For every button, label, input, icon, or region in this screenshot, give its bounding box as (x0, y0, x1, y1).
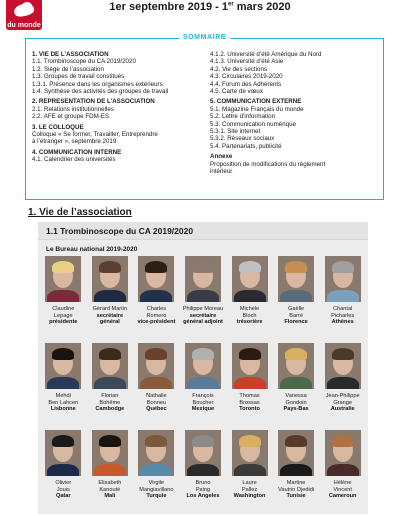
portrait-name-line: Romero (146, 312, 167, 319)
portrait-hair-shape (145, 261, 167, 273)
portrait-card (229, 430, 271, 516)
portrait-role-line: Mexique (191, 406, 215, 413)
toc-heading: 4. COMMUNICATION INTERNE (32, 148, 122, 156)
portrait-hair-shape (52, 348, 74, 360)
portrait-role-line: général (99, 319, 120, 326)
portrait-hair-shape (239, 348, 261, 360)
bureau-title: Le Bureau national 2019-2020 (46, 246, 138, 253)
portrait-hair-shape (99, 261, 121, 273)
portrait-name-line: Vanessa (285, 393, 307, 399)
toc-heading: Annexe (210, 153, 233, 161)
portrait-name (182, 306, 224, 313)
portrait-name-line: François (192, 393, 214, 399)
portrait-body-shape (280, 464, 312, 476)
portrait-card (275, 256, 317, 343)
portrait-name-line: Lepage (53, 312, 73, 319)
trombinoscope-header (38, 222, 368, 240)
portrait-body-shape (140, 464, 172, 476)
portrait-role (89, 493, 131, 500)
portrait-photo (232, 343, 268, 389)
logo-text: du monde (7, 22, 41, 29)
portrait-card (229, 256, 271, 343)
toc-item: 1.1. Trombinoscope du CA 2019/2020 (32, 58, 136, 66)
portrait-role-line: présidente (49, 319, 78, 326)
portrait-photo (232, 430, 268, 476)
portrait-name (135, 393, 177, 406)
portrait-role-line: Australie (330, 406, 355, 413)
trombinoscope-panel (38, 222, 368, 514)
portrait-role (135, 319, 177, 326)
portrait-photo (92, 343, 128, 389)
portrait-photo (45, 256, 81, 302)
portrait-hair-shape (145, 435, 167, 447)
portrait-role-line: Florence (284, 319, 308, 326)
portrait-photo (138, 256, 174, 302)
portrait-photo (325, 430, 361, 476)
portrait-hair-shape (192, 435, 214, 447)
portrait-body-shape (280, 377, 312, 389)
portrait-role-line: Lisbonne (50, 406, 76, 413)
toc-item: 2.1. Relations institutionnelles (32, 105, 114, 113)
portrait-card (89, 256, 131, 343)
portrait-hair-shape (239, 261, 261, 273)
portrait-role (275, 406, 317, 413)
portrait-photo (232, 256, 268, 302)
portrait-photo (45, 343, 81, 389)
portrait-role (182, 493, 224, 500)
portrait-role (42, 493, 84, 500)
portrait-name-line: Martine (286, 480, 306, 486)
portrait-card (322, 343, 364, 430)
portrait-role-line: Québec (146, 406, 167, 413)
portrait-name (182, 393, 224, 406)
portrait-name-line: Michèle (239, 306, 260, 312)
portrait-name-line: Bonneu (146, 399, 167, 406)
portrait-role (182, 313, 224, 326)
toc-heading: 2. REPRESENTATION DE L’ASSOCIATION (32, 98, 155, 106)
portrait-card (275, 343, 317, 430)
toc-item: Colloque « Se former, Travailler, Entreprendre (32, 131, 158, 139)
portrait-name-line: Olivier (55, 480, 72, 486)
portrait-name-line: Brossas (239, 399, 260, 406)
sommaire-box (25, 34, 384, 200)
portrait-role-line: vice-président (137, 319, 176, 326)
portrait-photo (92, 430, 128, 476)
portrait-card (135, 256, 177, 343)
portrait-role-line: Mali (104, 493, 116, 500)
portrait-body-shape (140, 290, 172, 302)
toc-left-column (32, 51, 212, 164)
portrait-hair-shape (99, 435, 121, 447)
portrait-role-line: Qatar (55, 493, 71, 500)
portrait-card (135, 430, 177, 516)
portrait-name-line: Virgile (148, 480, 165, 486)
portrait-role (229, 406, 271, 413)
portrait-name-line: Philippe Moreau (182, 306, 224, 312)
portrait-photo (185, 256, 221, 302)
portrait-name-line: Chantal (333, 306, 353, 312)
portrait-hair-shape (99, 348, 121, 360)
toc-item: 5.3.1. Site internet (210, 128, 261, 136)
toc-item: 2.2. AFE et groupe FDM-ES (32, 113, 110, 121)
date-title-prefix: 1er septembre 2019 - 1 (109, 1, 229, 13)
portrait-role-line: Cambodge (95, 406, 125, 413)
portrait-role-line: Turquie (146, 493, 167, 500)
portrait-name-line: Charles (146, 306, 167, 312)
portrait-body-shape (187, 464, 219, 476)
toc-heading: 3. LE COLLOQUE (32, 123, 84, 131)
portrait-name-line: Kanouté (99, 486, 121, 493)
portrait-role-line: Toronto (239, 406, 260, 413)
toc-item: 4.5. Carte de vœux (210, 88, 263, 96)
date-title-suffix: mars 2020 (233, 1, 291, 13)
portrait-role-line: Cameroun (328, 493, 357, 500)
portrait-hair-shape (239, 435, 261, 447)
portrait-card (89, 343, 131, 430)
portrait-name-line: Grange (333, 399, 352, 406)
portrait-name-line: Bruno (195, 480, 211, 486)
portrait-card (42, 256, 84, 343)
portrait-name-line: Mehdi (55, 393, 71, 399)
portrait-photo (45, 430, 81, 476)
portrait-role (42, 406, 84, 413)
portrait-name-line: Boucher (192, 399, 214, 406)
date-title-sup: er (228, 1, 234, 8)
portrait-card (182, 256, 224, 343)
portrait-name-line: Bloch (242, 312, 257, 319)
toc-item: 4.3. Circulaires 2019-2020 (210, 73, 283, 81)
portrait-name-line: Elisabeth (98, 480, 122, 486)
toc-heading: 5. COMMUNICATION EXTERNE (210, 98, 302, 106)
portrait-role (182, 406, 224, 413)
portrait-role (322, 319, 364, 326)
portrait-body-shape (94, 290, 126, 302)
portrait-body-shape (47, 377, 79, 389)
portrait-role (322, 406, 364, 413)
portrait-card (42, 430, 84, 516)
portrait-hair-shape (192, 348, 214, 360)
portrait-role (229, 493, 271, 500)
toc-item: 1.2. Siège de l’association (32, 65, 104, 73)
portrait-body-shape (234, 377, 266, 389)
portrait-name-line: Bohême (99, 399, 121, 406)
portrait-name-line: Mangiavillano (139, 486, 174, 493)
portrait-hair-shape (285, 435, 307, 447)
portrait-name (89, 306, 131, 313)
portrait-name-line: Barré (289, 312, 303, 319)
trombinoscope-title: 1.1 Trombinoscope du CA 2019/2020 (46, 226, 194, 236)
toc-item: 4.1.3. Université d’été Asie (210, 58, 284, 66)
portrait-card (275, 430, 317, 516)
portrait-body-shape (94, 377, 126, 389)
toc-item: 1.4. Synthèse des activités des groupes de travail (32, 88, 169, 96)
portrait-name-line: Gaëlle (288, 306, 305, 312)
portrait-name-line: Gondoin (285, 399, 307, 406)
portrait-role (135, 493, 177, 500)
portrait-photo (185, 343, 221, 389)
portrait-name-line: Ben Lahcen (48, 399, 79, 406)
portrait-row (40, 256, 366, 343)
portrait-role-line: Pays-Bas (283, 406, 309, 413)
portrait-row (40, 343, 366, 430)
date-title (0, 1, 400, 13)
portrait-name (89, 393, 131, 406)
portrait-card (229, 343, 271, 430)
portrait-body-shape (140, 377, 172, 389)
portrait-name (229, 393, 271, 406)
toc-heading: 1. VIE DE L’ASSOCIATION (32, 51, 109, 58)
portrait-photo (138, 430, 174, 476)
portrait-hair-shape (332, 348, 354, 360)
portrait-name (275, 393, 317, 406)
portrait-hair-shape (332, 435, 354, 447)
portrait-photo (325, 343, 361, 389)
toc-item: Proposition de modifications du règlement (210, 160, 326, 168)
portrait-card (135, 343, 177, 430)
portrait-hair-shape (332, 261, 354, 273)
portrait-name (182, 480, 224, 493)
portrait-name-line: Vautrin Djedidi (278, 486, 315, 493)
portrait-role-line: Tunisie (286, 493, 306, 500)
toc-item: 5.2. Lettre d’information (210, 113, 276, 121)
portrait-name-line: Jouis (56, 486, 70, 493)
portrait-body-shape (234, 290, 266, 302)
toc-item: intérieur (210, 168, 233, 176)
portrait-role (89, 313, 131, 326)
portrait-name-line: Thomas (239, 393, 260, 399)
portrait-name-line: Gérard Martin (92, 306, 128, 312)
toc-item: 5.3.2. Réseaux sociaux (210, 135, 275, 143)
portrait-role (322, 493, 364, 500)
portrait-name (89, 480, 131, 493)
portrait-role (275, 319, 317, 326)
portrait-role-line: Washington (233, 493, 266, 500)
section-title: 1. Vie de l’association (28, 207, 132, 218)
portrait-photo (138, 343, 174, 389)
toc-right-column (210, 51, 380, 176)
portrait-name-line: Claudine (52, 306, 75, 312)
portrait-name (42, 306, 84, 319)
portrait-body-shape (234, 464, 266, 476)
portrait-photo (278, 343, 314, 389)
portrait-name (229, 480, 271, 493)
portrait-row (40, 430, 366, 516)
portrait-name-line: Paing (195, 486, 211, 493)
portrait-card (182, 430, 224, 516)
portrait-role-line: secrétaire (189, 312, 217, 319)
portrait-hair-shape (192, 261, 214, 273)
portrait-name (322, 480, 364, 493)
portrait-card (89, 430, 131, 516)
portrait-body-shape (94, 464, 126, 476)
portrait-photo (325, 256, 361, 302)
portrait-name (135, 306, 177, 319)
toc-item: 4.2. Vie des sections (210, 65, 267, 73)
toc-item: à l’étranger », septembre 2019 (32, 138, 117, 146)
sommaire-title: SOMMAIRE (179, 34, 230, 41)
portrait-name-line: Vincent (333, 486, 352, 493)
portrait-photo (92, 256, 128, 302)
portrait-role (89, 406, 131, 413)
portrait-name-line: Florian (101, 393, 119, 399)
portrait-name (135, 480, 177, 493)
toc-item: 1.3.1. Présence dans les organismes extérieurs (32, 80, 163, 88)
portrait-name (42, 393, 84, 406)
portrait-body-shape (47, 290, 79, 302)
toc-item: 4.4. Forum des Adhérents (210, 80, 282, 88)
toc-item: 1.3. Groupes de travail constitués (32, 73, 125, 81)
portrait-name (275, 480, 317, 493)
portrait-role (229, 319, 271, 326)
portrait-body-shape (47, 464, 79, 476)
portrait-name (275, 306, 317, 319)
toc-item: 5.3. Communication numérique (210, 120, 296, 128)
portrait-hair-shape (285, 261, 307, 273)
portrait-name (229, 306, 271, 319)
portrait-body-shape (327, 464, 359, 476)
toc-item: 4.1. Calendrier des universités (32, 156, 116, 164)
portrait-photo (278, 256, 314, 302)
portrait-name-line: Laure (242, 480, 257, 486)
portrait-hair-shape (145, 348, 167, 360)
portrait-hair-shape (285, 348, 307, 360)
portrait-role (42, 319, 84, 326)
portrait-role-line: général adjoint (183, 319, 223, 326)
portrait-hair-shape (52, 435, 74, 447)
portrait-name (42, 480, 84, 493)
portrait-role-line: secrétaire (96, 312, 124, 319)
portrait-role-line: Athènes (331, 319, 354, 326)
portrait-name (322, 306, 364, 319)
portrait-role (135, 406, 177, 413)
portrait-body-shape (187, 290, 219, 302)
portrait-name-line: Jean-Philippe (325, 393, 360, 399)
portrait-body-shape (327, 377, 359, 389)
portrait-card (322, 430, 364, 516)
portrait-name-line: Hélène (333, 480, 352, 486)
portrait-name-line: Nathalie (146, 393, 167, 399)
portrait-grid (40, 256, 366, 516)
portrait-body-shape (327, 290, 359, 302)
toc-item: 5.4. Partenariats, publicité (210, 142, 282, 150)
portrait-card (42, 343, 84, 430)
portrait-role-line: Los Angeles (186, 493, 220, 500)
portrait-card (182, 343, 224, 430)
portrait-role (275, 493, 317, 500)
portrait-photo (278, 430, 314, 476)
portrait-role-line: trésorière (236, 319, 263, 326)
portrait-name-line: Pallez (241, 486, 258, 493)
toc-item: 5.1. Magazine Français du monde (210, 105, 304, 113)
portrait-body-shape (280, 290, 312, 302)
portrait-photo (185, 430, 221, 476)
portrait-name (322, 393, 364, 406)
portrait-card (322, 256, 364, 343)
portrait-body-shape (187, 377, 219, 389)
portrait-hair-shape (52, 261, 74, 273)
portrait-name-line: Picharles (331, 312, 355, 319)
toc-item: 4.1.2. Université d’été Amérique du Nord (210, 51, 322, 58)
